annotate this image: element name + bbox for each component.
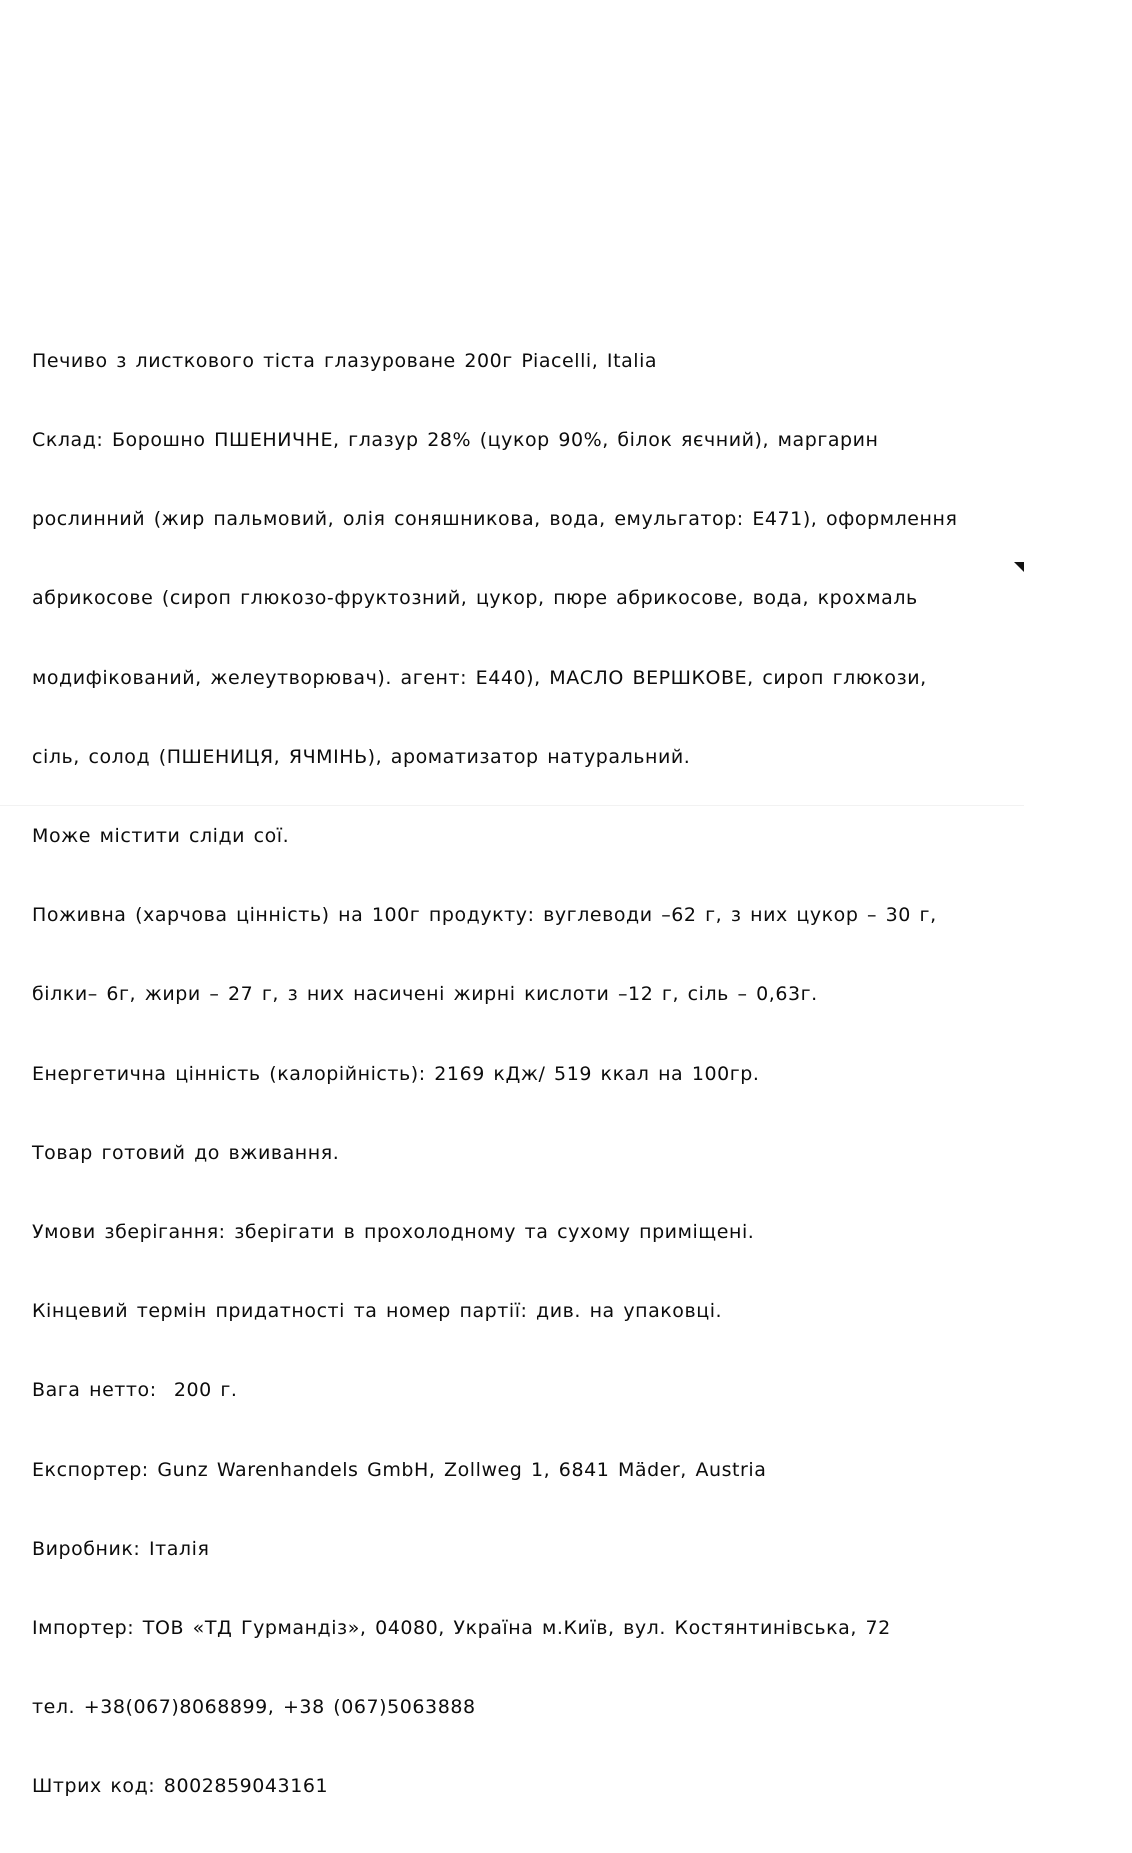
ingredients-line-1: Склад: Борошно ПШЕНИЧНЕ, глазур 28% (цукор 90%, білок яєчний), маргарин [32,429,879,452]
nutrition-line-1: Поживна (харчова цінність) на 100г продукту: вуглеводи –62 г, з них цукор – 30 г, [32,904,937,927]
importer-line: Імпортер: ТОВ «ТД Гурмандіз», 04080, Україна м.Київ, вул. Костянтинівська, 72 [32,1617,891,1640]
label-text-block [32,295,1132,1853]
manufacturer-line: Виробник: Італія [32,1537,210,1560]
ingredients-line-3: абрикосове (сироп глюкозо-фруктозний, цукор, пюре абрикосове, вода, крохмаль [32,587,918,610]
barcode-line: Штрих код: 8002859043161 [32,1775,329,1798]
ingredients-line-2: рослинний (жир пальмовий, олія соняшникова, вода, емульгатор: Е471), оформлення [32,508,958,531]
ready-to-eat-line: Товар готовий до вживання. [32,1141,340,1164]
nutrition-line-2: білки– 6г, жири – 27 г, з них насичені жирні кислоти –12 г, сіль – 0,63г. [32,983,818,1006]
ingredients-line-4: модифікований, желеутворювач). агент: Е440), МАСЛО ВЕРШКОВЕ, сироп глюкози, [32,666,927,689]
product-label-sticker [0,278,1024,1798]
net-weight-line: Вага нетто: 200 г. [32,1379,238,1402]
ingredients-line-5: сіль, солод (ПШЕНИЦЯ, ЯЧМІНЬ), ароматизатор натуральний. [32,745,691,768]
expiry-batch-line: Кінцевий термін придатності та номер партії: див. на упаковці. [32,1300,723,1323]
product-title-line: Печиво з листкового тіста глазуроване 200г Piacelli, Italia [32,349,658,372]
allergen-warning-line: Може містити сліди сої. [32,825,290,848]
phone-line: тел. +38(067)8068899, +38 (067)5063888 [32,1696,476,1719]
exporter-line: Експортер: Gunz Warenhandels GmbH, Zollweg 1, 6841 Mäder, Austria [32,1458,767,1481]
energy-value-line: Енергетична цінність (калорійність): 2169 кДж/ 519 ккал на 100гр. [32,1062,760,1085]
storage-conditions-line: Умови зберігання: зберігати в прохолодному та сухому приміщені. [32,1221,755,1244]
sticker-bottom-edge [0,805,1024,806]
